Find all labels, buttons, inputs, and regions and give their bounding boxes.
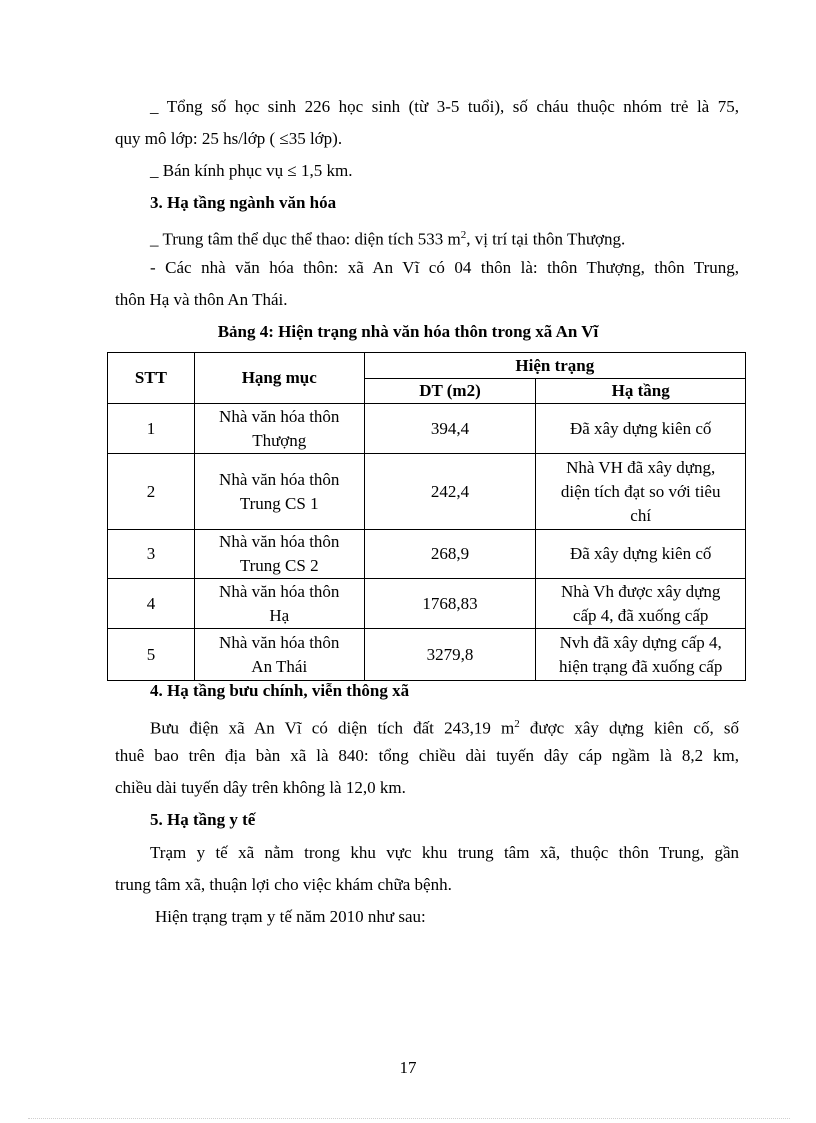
cell-stt: 2	[108, 454, 195, 530]
paragraph-health-station-line2: trung tâm xã, thuận lợi cho việc khám chữa bệnh.	[115, 875, 452, 894]
header-stt: STT	[108, 353, 195, 404]
page-number: 17	[399, 1058, 417, 1077]
sports-sup: 2	[460, 229, 467, 241]
cell-ha-tang	[536, 629, 746, 681]
table-row	[108, 579, 746, 629]
paragraph-health-status: Hiện trạng trạm y tế năm 2010 như sau:	[155, 907, 426, 926]
cell-name-line: An Thái	[251, 656, 308, 676]
cell-ha-tang	[536, 454, 746, 530]
table-row	[108, 404, 746, 454]
cell-name-line: Nhà văn hóa thôn	[219, 469, 340, 489]
post-office-sup: 2	[514, 718, 520, 730]
post-office-text-pre: Bưu điện xã An Vĩ có diện tích đất 243,19 m	[150, 718, 515, 738]
cell-name-line: Hạ	[269, 605, 290, 625]
table-row	[108, 454, 746, 530]
header-hang-muc: Hạng mục	[194, 353, 364, 404]
cell-name	[194, 454, 364, 530]
cell-name-line: Trung CS 2	[239, 556, 319, 575]
cell-dt: 1768,83	[364, 579, 536, 629]
cell-name-line: Nhà văn hóa thôn	[219, 532, 340, 551]
paragraph-cultural-houses-line2: thôn Hạ và thôn An Thái.	[115, 290, 288, 309]
paragraph-radius: _ Bán kính phục vụ ≤ 1,5 km.	[150, 161, 353, 180]
cultural-houses-table	[107, 352, 746, 681]
paragraph-post-office-line1	[150, 713, 739, 740]
cell-stt: 4	[108, 579, 195, 629]
heading-post-telecom: 4. Hạ tầng bưu chính, viễn thông xã	[150, 681, 410, 700]
paragraph-cultural-houses-line1: - Các nhà văn hóa thôn: xã An Vĩ có 04 thôn là: thôn Thượng, thôn Trung,	[150, 258, 739, 277]
sports-text-pre: _ Trung tâm thể dục thể thao: diện tích 533 m	[150, 229, 461, 249]
paragraph-sports-center	[150, 224, 625, 251]
cell-ha-tang	[536, 530, 746, 579]
cell-ha-tang-line: Đã xây dựng kiên cố	[569, 544, 712, 563]
table-row	[108, 629, 746, 681]
cell-dt: 242,4	[364, 454, 536, 530]
cell-name-line: Nhà văn hóa thôn	[219, 632, 340, 652]
cell-name	[194, 579, 364, 629]
cell-name	[194, 629, 364, 681]
paragraph-post-office-line2: thuê bao trên địa bàn xã là 840: tổng chiều dài tuyến dây cáp ngầm là 8,2 km,	[115, 746, 739, 765]
cell-dt: 3279,8	[364, 629, 536, 681]
cell-ha-tang	[536, 404, 746, 454]
table-header-row	[108, 353, 746, 379]
heading-culture: 3. Hạ tầng ngành văn hóa	[150, 193, 337, 212]
cell-ha-tang-line: Nvh đã xây dựng cấp 4,	[559, 632, 722, 652]
cell-stt: 1	[108, 404, 195, 454]
cell-dt: 268,9	[364, 530, 536, 579]
page-bottom-divider	[28, 1118, 790, 1119]
cell-stt: 3	[108, 530, 195, 579]
cell-ha-tang-line: Nhà VH đã xây dựng,	[566, 457, 716, 477]
cell-ha-tang-line: Nhà Vh được xây dựng	[561, 581, 721, 601]
cell-name-line: Nhà văn hóa thôn	[219, 581, 340, 601]
post-office-text-post: được xây dựng kiên cố, số	[519, 718, 739, 738]
cell-ha-tang	[536, 579, 746, 629]
cell-name	[194, 404, 364, 454]
paragraph-health-station-line1: Trạm y tế xã nằm trong khu vực khu trung tâm xã, thuộc thôn Trung, gần	[150, 843, 739, 862]
paragraph-students-line2: quy mô lớp: 25 hs/lớp ( ≤35 lớp).	[115, 129, 343, 148]
header-ha-tang: Hạ tầng	[536, 379, 746, 404]
heading-health: 5. Hạ tầng y tế	[150, 810, 256, 829]
paragraph-post-office-line3: chiều dài tuyến dây trên không là 12,0 km.	[115, 778, 406, 797]
cell-name-line: Nhà văn hóa thôn	[219, 406, 340, 426]
cell-ha-tang-line: Đã xây dựng kiên cố	[569, 418, 712, 438]
cell-ha-tang-line: chí	[630, 505, 652, 525]
sports-text-post: , vị trí tại thôn Thượng.	[466, 229, 626, 249]
header-dt: DT (m2)	[364, 379, 536, 404]
cell-stt: 5	[108, 629, 195, 681]
paragraph-students-line1: _ Tổng số học sinh 226 học sinh (từ 3-5 tuổi), số cháu thuộc nhóm trẻ là 75,	[150, 97, 739, 116]
cell-name	[194, 530, 364, 579]
cell-name-line: Trung CS 1	[239, 493, 319, 513]
table-caption: Bảng 4: Hiện trạng nhà văn hóa thôn trong xã An Vĩ	[217, 322, 599, 341]
cell-ha-tang-line: diện tích đạt so với tiêu	[560, 481, 721, 501]
cell-ha-tang-line: cấp 4, đã xuống cấp	[572, 605, 709, 625]
cell-name-line: Thượng	[252, 430, 307, 450]
cell-dt: 394,4	[364, 404, 536, 454]
header-hien-trang: Hiện trạng	[364, 353, 745, 379]
table-row	[108, 530, 746, 579]
cell-ha-tang-line: hiện trạng đã xuống cấp	[559, 656, 723, 676]
